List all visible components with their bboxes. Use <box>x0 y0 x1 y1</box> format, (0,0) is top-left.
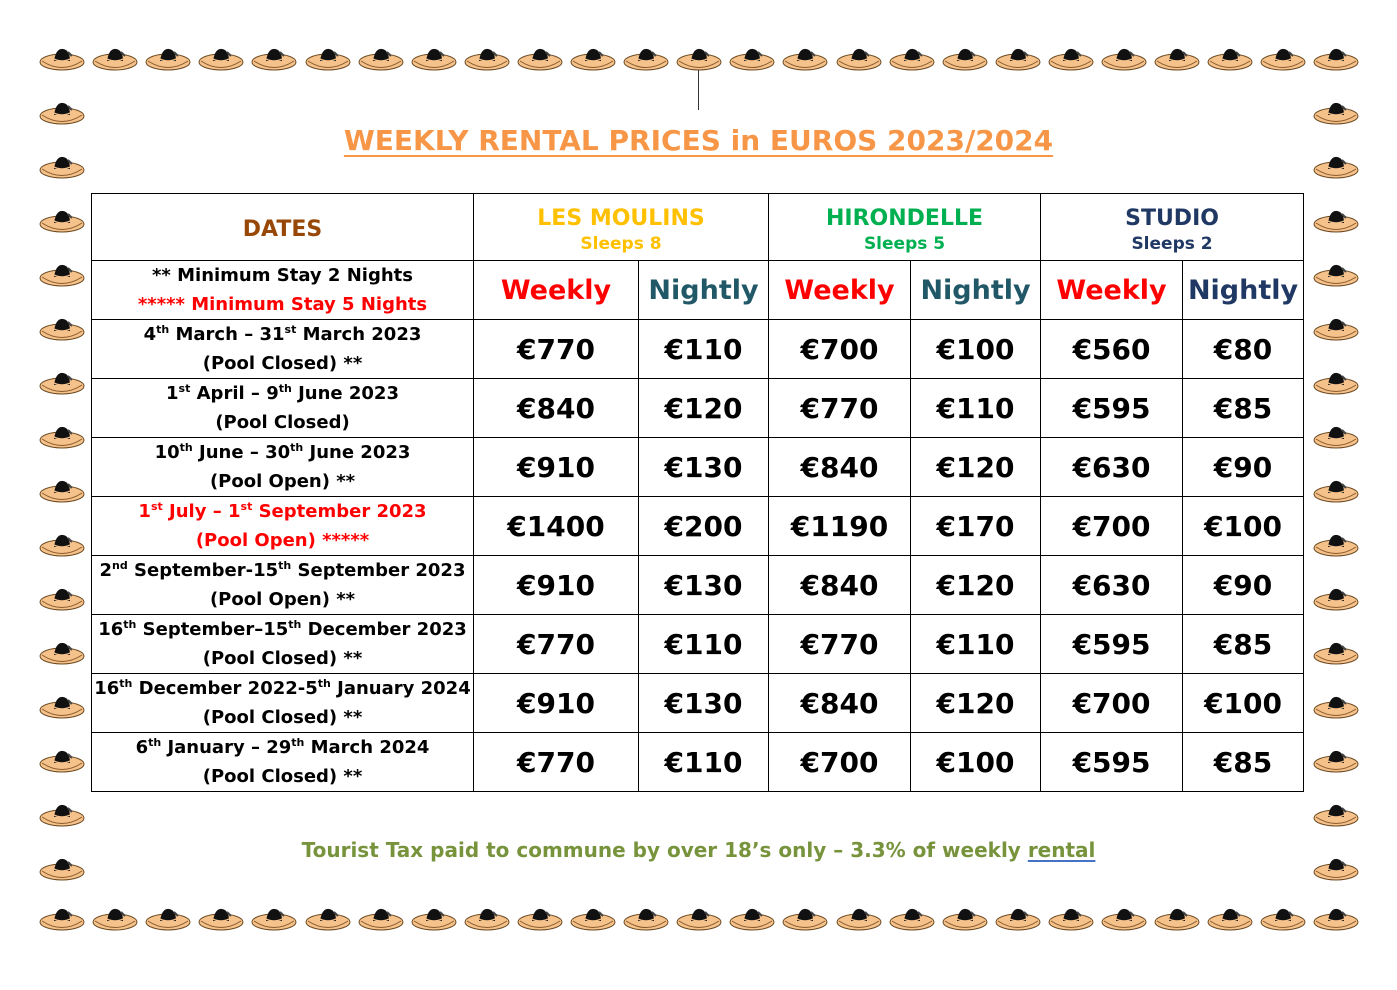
ordinal-suffix: th <box>278 559 292 572</box>
tourist-tax-note <box>0 838 1397 862</box>
table-row <box>92 615 1304 674</box>
sombrero-hat-icon <box>38 368 86 396</box>
hirondelle-nightly-label: Nightly <box>911 261 1041 320</box>
ordinal-suffix: st <box>178 382 191 395</box>
ordinal-suffix: th <box>278 382 292 395</box>
date-text: December 2023 <box>301 619 467 640</box>
price-cell: €700 <box>1041 674 1183 733</box>
sombrero-hat-icon <box>1312 638 1360 666</box>
header-row <box>92 194 1304 261</box>
sombrero-hat-icon <box>569 44 617 72</box>
sombrero-hat-icon <box>622 44 670 72</box>
hirondelle-name: HIRONDELLE <box>826 206 984 231</box>
sombrero-hat-icon <box>38 800 86 828</box>
price-cell: €85 <box>1183 615 1304 674</box>
page-title <box>0 124 1397 157</box>
studio-header <box>1041 194 1304 261</box>
date-text: September 2023 <box>252 501 427 522</box>
price-cell: €595 <box>1041 615 1183 674</box>
price-cell: €120 <box>911 438 1041 497</box>
date-text: 6 <box>135 737 149 758</box>
price-cell: €110 <box>639 320 769 379</box>
price-cell: €700 <box>769 320 911 379</box>
sombrero-hat-icon <box>197 44 245 72</box>
ordinal-suffix: th <box>317 677 331 690</box>
sombrero-hat-icon <box>622 904 670 932</box>
hirondelle-header <box>769 194 1041 261</box>
les-moulins-name: LES MOULINS <box>537 206 705 231</box>
price-cell: €120 <box>911 674 1041 733</box>
sombrero-hat-icon <box>1206 44 1254 72</box>
price-cell: €85 <box>1183 733 1304 792</box>
sombrero-hat-icon <box>1312 476 1360 504</box>
sombrero-hat-icon <box>144 904 192 932</box>
pool-status: (Pool Open) ** <box>209 589 356 610</box>
price-cell: €110 <box>639 615 769 674</box>
price-cell: €200 <box>639 497 769 556</box>
sombrero-hat-icon <box>1259 44 1307 72</box>
sombrero-hat-icon <box>38 904 86 932</box>
date-range-cell <box>92 379 474 438</box>
date-text: June – 30 <box>192 442 291 463</box>
sombrero-hat-icon <box>1312 98 1360 126</box>
sombrero-hat-icon <box>250 904 298 932</box>
price-cell: €1400 <box>474 497 639 556</box>
price-cell: €840 <box>769 674 911 733</box>
sombrero-hat-icon <box>781 44 829 72</box>
title-text: WEEKLY RENTAL PRICES in EUROS 2023/2024 <box>343 124 1054 157</box>
les-moulins-nightly-label: Nightly <box>639 261 769 320</box>
date-text: 2 <box>99 560 113 581</box>
date-text: June 2023 <box>303 442 411 463</box>
price-cell: €130 <box>639 674 769 733</box>
price-cell: €770 <box>474 615 639 674</box>
price-cell: €80 <box>1183 320 1304 379</box>
ordinal-suffix: th <box>290 441 304 454</box>
price-cell: €100 <box>911 320 1041 379</box>
date-text: March – 31 <box>169 324 285 345</box>
price-cell: €630 <box>1041 438 1183 497</box>
price-cell: €910 <box>474 556 639 615</box>
pool-status: (Pool Closed) ** <box>202 766 363 787</box>
price-cell: €910 <box>474 674 639 733</box>
table-row <box>92 320 1304 379</box>
sombrero-hat-icon <box>38 260 86 288</box>
date-range <box>92 320 473 349</box>
sombrero-hat-icon <box>250 44 298 72</box>
sombrero-hat-icon <box>304 904 352 932</box>
date-range <box>92 556 473 585</box>
sombrero-hat-icon <box>941 44 989 72</box>
date-range-cell <box>92 497 474 556</box>
sombrero-hat-icon <box>728 904 776 932</box>
sombrero-hat-icon <box>304 44 352 72</box>
price-cell: €700 <box>1041 497 1183 556</box>
sombrero-hat-icon <box>1206 904 1254 932</box>
tourist-tax-text: Tourist Tax paid to commune by over 18’s only – 3.3% of weekly <box>301 838 1028 862</box>
date-text: September-15 <box>127 560 279 581</box>
pool-status: (Pool Closed) <box>215 412 350 433</box>
price-cell: €595 <box>1041 379 1183 438</box>
pool-status: (Pool Closed) ** <box>202 707 363 728</box>
price-cell: €840 <box>769 438 911 497</box>
price-cell: €1190 <box>769 497 911 556</box>
sombrero-hat-icon <box>994 904 1042 932</box>
les-moulins-header <box>474 194 769 261</box>
sombrero-hat-icon <box>38 584 86 612</box>
sombrero-hat-icon <box>1312 746 1360 774</box>
sombrero-hat-icon <box>569 904 617 932</box>
min-stay-5-note: ***** Minimum Stay 5 Nights <box>137 294 428 315</box>
date-text: 4 <box>143 324 157 345</box>
pool-status: (Pool Closed) ** <box>202 353 363 374</box>
sombrero-hat-icon <box>38 44 86 72</box>
sombrero-hat-icon <box>1312 314 1360 342</box>
pool-status: (Pool Closed) ** <box>202 648 363 669</box>
date-range <box>92 615 473 644</box>
date-range <box>92 497 473 526</box>
sombrero-hat-icon <box>1312 530 1360 558</box>
sombrero-hat-icon <box>1312 800 1360 828</box>
sombrero-hat-icon <box>835 904 883 932</box>
sombrero-hat-icon <box>994 44 1042 72</box>
date-text: 16 <box>98 619 124 640</box>
price-cell: €770 <box>769 379 911 438</box>
ordinal-suffix: th <box>288 618 302 631</box>
hirondelle-weekly-label: Weekly <box>769 261 911 320</box>
price-cell: €840 <box>474 379 639 438</box>
date-range-cell <box>92 438 474 497</box>
date-text: December 2022-5 <box>132 678 318 699</box>
price-cell: €120 <box>911 556 1041 615</box>
ordinal-suffix: th <box>148 736 162 749</box>
price-cell: €90 <box>1183 556 1304 615</box>
price-cell: €700 <box>769 733 911 792</box>
studio-weekly-label: Weekly <box>1041 261 1183 320</box>
sombrero-hat-icon <box>835 44 883 72</box>
sombrero-hat-icon <box>1047 44 1095 72</box>
sombrero-hat-icon <box>516 44 564 72</box>
sombrero-hat-icon <box>144 44 192 72</box>
sombrero-hat-icon <box>1312 206 1360 234</box>
price-cell: €770 <box>474 320 639 379</box>
sombrero-hat-icon <box>357 44 405 72</box>
min-stay-2-note: ** Minimum Stay 2 Nights <box>152 265 413 286</box>
price-cell: €100 <box>1183 674 1304 733</box>
sombrero-hat-icon <box>38 206 86 234</box>
sombrero-hat-icon <box>1312 260 1360 288</box>
ordinal-suffix: st <box>150 500 163 513</box>
date-text: 16 <box>94 678 120 699</box>
les-moulins-sleeps: Sleeps 8 <box>580 234 662 254</box>
date-range-cell <box>92 320 474 379</box>
sombrero-hat-icon <box>1153 44 1201 72</box>
date-range <box>92 674 473 703</box>
price-cell: €770 <box>474 733 639 792</box>
date-text: April – 9 <box>190 383 279 404</box>
ordinal-suffix: th <box>156 323 170 336</box>
sombrero-hat-icon <box>1100 904 1148 932</box>
table-row <box>92 556 1304 615</box>
sombrero-hat-icon <box>675 44 723 72</box>
sombrero-hat-icon <box>91 904 139 932</box>
sombrero-hat-icon <box>38 314 86 342</box>
sombrero-hat-icon <box>1047 904 1095 932</box>
sombrero-hat-icon <box>1312 368 1360 396</box>
date-range-cell <box>92 733 474 792</box>
sombrero-hat-icon <box>357 904 405 932</box>
ordinal-suffix: th <box>123 618 137 631</box>
date-text: March 2024 <box>304 737 430 758</box>
date-range-cell <box>92 674 474 733</box>
table-row <box>92 733 1304 792</box>
sombrero-hat-icon <box>38 98 86 126</box>
dates-header-label: DATES <box>242 217 323 242</box>
pool-status: (Pool Open) ** <box>209 471 356 492</box>
sombrero-hat-icon <box>1312 584 1360 612</box>
date-range <box>92 438 473 467</box>
price-cell: €85 <box>1183 379 1304 438</box>
sombrero-hat-icon <box>38 476 86 504</box>
subheader-row <box>92 261 1304 320</box>
sombrero-hat-icon <box>38 530 86 558</box>
date-text: September–15 <box>136 619 289 640</box>
price-cell: €120 <box>639 379 769 438</box>
date-text: September 2023 <box>291 560 466 581</box>
price-cell: €110 <box>911 379 1041 438</box>
sombrero-hat-icon <box>197 904 245 932</box>
hirondelle-sleeps: Sleeps 5 <box>863 234 946 254</box>
date-text: 10 <box>154 442 180 463</box>
table-row <box>92 674 1304 733</box>
date-text: June 2023 <box>291 383 399 404</box>
price-cell: €770 <box>769 615 911 674</box>
table-row <box>92 438 1304 497</box>
date-range <box>92 379 473 408</box>
sombrero-hat-icon <box>888 44 936 72</box>
date-text: January 2024 <box>330 678 471 699</box>
price-cell: €595 <box>1041 733 1183 792</box>
sombrero-hat-icon <box>463 904 511 932</box>
sombrero-hat-icon <box>410 44 458 72</box>
date-range-cell <box>92 615 474 674</box>
sombrero-hat-icon <box>781 904 829 932</box>
sombrero-hat-icon <box>675 904 723 932</box>
les-moulins-weekly-label: Weekly <box>474 261 639 320</box>
ordinal-suffix: th <box>179 441 193 454</box>
sombrero-hat-icon <box>38 638 86 666</box>
ordinal-suffix: st <box>284 323 297 336</box>
dates-header <box>92 194 474 261</box>
price-table <box>91 193 1304 792</box>
sombrero-hat-icon <box>728 44 776 72</box>
price-cell: €130 <box>639 556 769 615</box>
minimum-stay-notes <box>92 261 474 320</box>
price-cell: €630 <box>1041 556 1183 615</box>
sombrero-hat-icon <box>1312 692 1360 720</box>
studio-nightly-label: Nightly <box>1183 261 1304 320</box>
tourist-tax-underlined: rental <box>1027 838 1096 862</box>
table-row <box>92 379 1304 438</box>
sombrero-hat-icon <box>941 904 989 932</box>
price-cell: €100 <box>911 733 1041 792</box>
price-cell: €170 <box>911 497 1041 556</box>
studio-sleeps: Sleeps 2 <box>1131 234 1213 254</box>
ordinal-suffix: th <box>119 677 133 690</box>
date-text: 1 <box>166 383 179 404</box>
sombrero-hat-icon <box>38 746 86 774</box>
price-cell: €560 <box>1041 320 1183 379</box>
sombrero-hat-icon <box>1259 904 1307 932</box>
sombrero-hat-icon <box>1312 904 1360 932</box>
date-range-cell <box>92 556 474 615</box>
sombrero-hat-icon <box>410 904 458 932</box>
table-row <box>92 497 1304 556</box>
sombrero-hat-icon <box>1153 904 1201 932</box>
sombrero-hat-icon <box>1312 422 1360 450</box>
ordinal-suffix: nd <box>112 559 128 572</box>
date-text: July – 1 <box>162 501 241 522</box>
date-text: 1 <box>138 501 151 522</box>
studio-name: STUDIO <box>1125 206 1219 231</box>
price-cell: €90 <box>1183 438 1304 497</box>
ordinal-suffix: th <box>291 736 305 749</box>
sombrero-hat-icon <box>888 904 936 932</box>
sombrero-hat-icon <box>38 692 86 720</box>
sombrero-hat-icon <box>516 904 564 932</box>
sombrero-hat-icon <box>91 44 139 72</box>
text-cursor <box>698 70 699 110</box>
ordinal-suffix: st <box>240 500 253 513</box>
date-text: January – 29 <box>161 737 292 758</box>
price-cell: €130 <box>639 438 769 497</box>
price-cell: €910 <box>474 438 639 497</box>
pool-status: (Pool Open) ***** <box>195 530 370 551</box>
price-cell: €110 <box>639 733 769 792</box>
date-text: March 2023 <box>296 324 422 345</box>
sombrero-hat-icon <box>463 44 511 72</box>
date-range <box>92 733 473 762</box>
sombrero-hat-icon <box>1312 44 1360 72</box>
sombrero-hat-icon <box>1100 44 1148 72</box>
price-cell: €840 <box>769 556 911 615</box>
price-cell: €100 <box>1183 497 1304 556</box>
sombrero-hat-icon <box>38 422 86 450</box>
price-cell: €110 <box>911 615 1041 674</box>
